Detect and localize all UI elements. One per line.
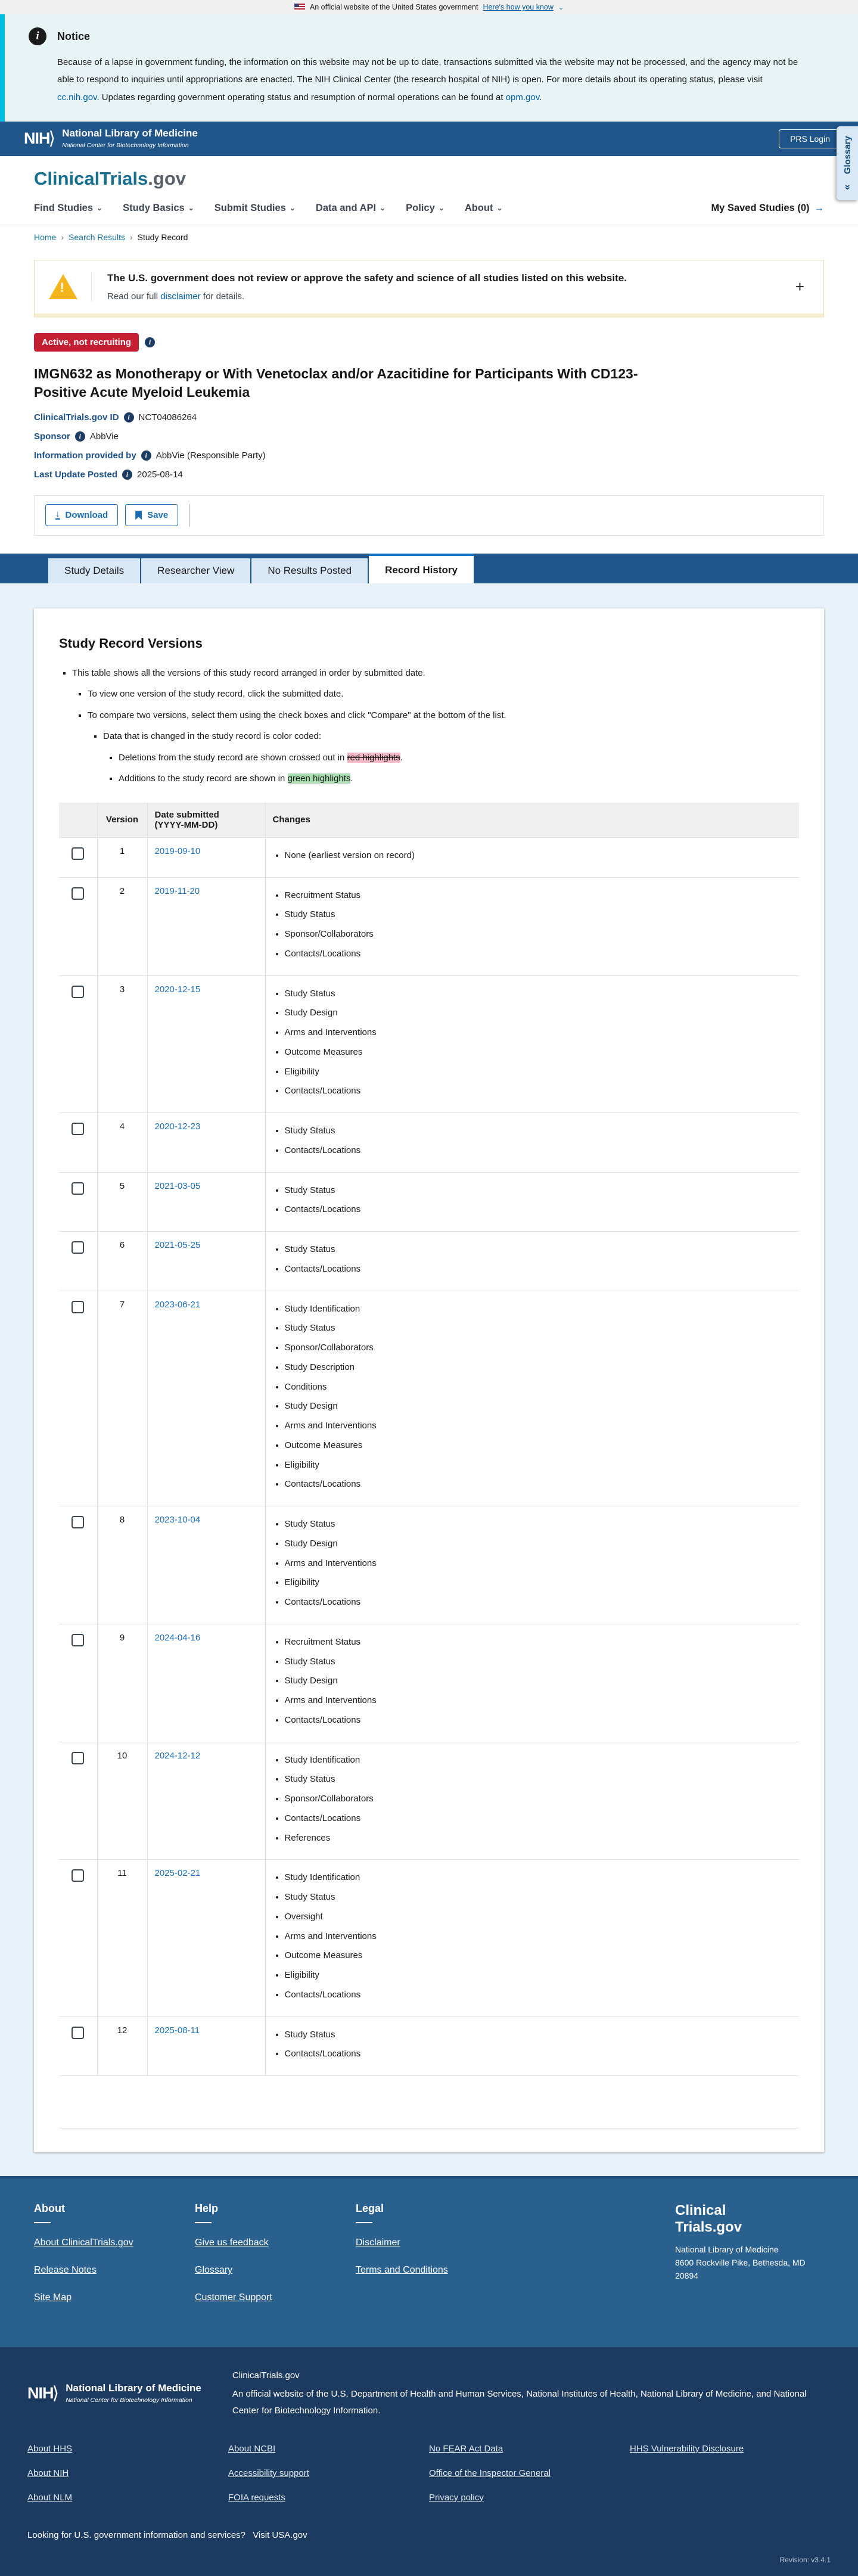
change-item: • Study Identification	[285, 1871, 792, 1884]
version-number: 2	[97, 877, 147, 975]
change-item: • Study Identification	[285, 1754, 792, 1767]
changes-list	[273, 1124, 792, 1157]
meta-label: Last Update Posted	[34, 469, 118, 480]
footer-link-section	[0, 2176, 858, 2347]
government-disclaimer-card	[34, 260, 824, 318]
footer-grid-link[interactable]: Accessibility support	[228, 2468, 309, 2478]
footer-grid-column	[27, 2444, 228, 2517]
chevron-down-icon: ⌄	[438, 204, 444, 213]
version-number: 10	[97, 1742, 147, 1860]
nav-label: Data and API	[315, 202, 377, 213]
footer-link[interactable]: Terms and Conditions	[356, 2265, 448, 2276]
meta-label: Sponsor	[34, 431, 70, 442]
version-date-link[interactable]: 2025-02-21	[154, 1868, 201, 1879]
version-checkbox[interactable]	[72, 1241, 84, 1254]
record-history-panel	[0, 583, 858, 2176]
version-date-link[interactable]: 2024-12-12	[154, 1750, 201, 1761]
nih-link[interactable]: National Institutes of Health	[526, 2388, 636, 2399]
version-date-link[interactable]: 2021-03-05	[154, 1180, 201, 1191]
version-checkbox[interactable]	[72, 1634, 84, 1646]
meta-row-last-update-posted	[34, 470, 824, 480]
changes-list	[273, 1243, 792, 1276]
version-checkbox[interactable]	[72, 1123, 84, 1135]
breadcrumb-current: Study Record	[137, 232, 188, 242]
status-info-icon[interactable]: i	[145, 337, 155, 347]
intro-bullet-additions: ▪ Additions to the study record are shown in green highlights.	[119, 772, 799, 786]
version-date-link[interactable]: 2019-11-20	[154, 885, 200, 896]
change-item: • Study Design	[285, 1537, 792, 1550]
footer-agency-text: ClinicalTrials.gov An official website of the U.S. Department of Health and Human Services, National Institutes of Health, National Library of Medicine, and National Center for Biotechnology Information.	[232, 2367, 831, 2420]
expand-disclaimer-button[interactable]: +	[791, 278, 809, 296]
change-item: • Contacts/Locations	[285, 1085, 792, 1098]
footer-column-heading: Legal	[356, 2202, 384, 2215]
version-row	[59, 877, 799, 975]
change-item: • None (earliest version on record)	[285, 849, 792, 862]
download-button[interactable]	[45, 504, 118, 526]
chevron-down-icon: ⌄	[289, 204, 296, 213]
heading-underline	[195, 2222, 212, 2223]
footer-column-heading: About	[34, 2202, 65, 2215]
version-row	[59, 1291, 799, 1506]
version-checkbox[interactable]	[72, 1516, 84, 1528]
versions-heading: Study Record Versions	[59, 635, 203, 651]
change-item: • Study Design	[285, 1006, 792, 1020]
change-item: • Study Status	[285, 1655, 792, 1668]
change-item: • Conditions	[285, 1381, 792, 1394]
notice-text-2: . Updates regarding government operating status and resumption of normal operations can be found at	[97, 92, 506, 102]
change-item: • Study Status	[285, 1124, 792, 1138]
change-item: • Eligibility	[285, 1459, 792, 1472]
disclaimer-pre: Read our full	[107, 291, 161, 302]
change-item: • Contacts/Locations	[285, 1263, 792, 1276]
tab-study-details[interactable]: Study Details	[48, 558, 140, 583]
change-item: • Eligibility	[285, 1065, 792, 1079]
notice-text-3: .	[539, 92, 542, 102]
gov-banner-text: An official website of the United States government	[309, 3, 478, 11]
change-item: • Study Status	[285, 1322, 792, 1335]
recruitment-status-badge: Active, not recruiting	[34, 333, 139, 352]
breadcrumb	[34, 225, 824, 250]
footer-link[interactable]: Glossary	[195, 2265, 233, 2276]
green-highlight-example: green highlights	[287, 773, 351, 784]
version-row	[59, 1232, 799, 1291]
change-item: • Study Status	[285, 1773, 792, 1786]
version-row	[59, 1113, 799, 1173]
change-item: • Study Status	[285, 1243, 792, 1256]
footer-grid-link[interactable]: Office of the Inspector General	[429, 2468, 551, 2478]
change-item: • Contacts/Locations	[285, 1812, 792, 1825]
change-item: • Arms and Interventions	[285, 1930, 792, 1943]
version-date-link[interactable]: 2020-12-23	[154, 1121, 201, 1132]
changes-list	[273, 889, 792, 961]
nav-item-about[interactable]	[465, 203, 503, 214]
cc-nih-gov-link[interactable]: cc.nih.gov	[57, 92, 97, 102]
changes-list	[273, 1518, 792, 1609]
intro-bullet-4: ▪ Data that is changed in the study record is color coded: ▪ Deletions from the study record are shown crossed out in red highlights. ▪ Additions to the study record are shown in green highlights.	[103, 730, 799, 786]
breadcrumb-separator: ›	[129, 232, 133, 242]
version-checkbox[interactable]	[72, 1182, 84, 1195]
footer-link[interactable]: Customer Support	[195, 2292, 272, 2303]
footer-link[interactable]: Give us feedback	[195, 2238, 269, 2248]
nih-logo: NIH ⟩	[27, 2384, 59, 2404]
meta-value: AbbVie	[89, 431, 119, 442]
footer-address: National Library of Medicine 8600 Rockville Pike, Bethesda, MD 20894	[675, 2245, 806, 2280]
nih-logo-arrow: ⟩	[48, 129, 55, 149]
version-checkbox[interactable]	[72, 847, 84, 860]
changes-list	[273, 1184, 792, 1217]
footer-brand-block	[675, 2202, 824, 2320]
version-number: 4	[97, 1113, 147, 1173]
version-row	[59, 2016, 799, 2076]
study-meta-list	[34, 412, 824, 480]
footer-grid-column	[228, 2444, 429, 2517]
version-checkbox[interactable]	[72, 1301, 84, 1313]
nav-label: Policy	[406, 202, 435, 213]
header-changes: Changes	[265, 803, 799, 838]
change-item: • Contacts/Locations	[285, 1203, 792, 1216]
version-row	[59, 975, 799, 1113]
version-date-link[interactable]: 2023-10-04	[154, 1515, 201, 1525]
change-item: • Outcome Measures	[285, 1949, 792, 1962]
disclaimer-heading: The U.S. government does not review or approve the safety and science of all studies listed on this website.	[107, 272, 627, 284]
meta-info-icon[interactable]: i	[124, 412, 134, 422]
header-version: Version	[97, 803, 147, 838]
logo-main: ClinicalTrials	[34, 167, 148, 189]
footer-grid-link[interactable]: No FEAR Act Data	[429, 2443, 503, 2454]
clinicaltrials-logo	[34, 168, 824, 189]
change-item: • Study Status	[285, 987, 792, 1000]
change-item: • Recruitment Status	[285, 889, 792, 902]
revision-label: Revision: v3.4.1	[779, 2555, 831, 2564]
action-bar	[34, 495, 824, 536]
change-item: • Study Design	[285, 1400, 792, 1413]
nav-label: Study Basics	[123, 202, 185, 213]
meta-row-information-provided-by	[34, 450, 824, 461]
footer-link[interactable]: Release Notes	[34, 2265, 97, 2276]
version-checkbox[interactable]	[72, 1752, 84, 1764]
meta-value: 2025-08-14	[137, 469, 183, 480]
heading-underline	[356, 2222, 372, 2223]
table-footer-spacer	[59, 2076, 799, 2128]
breadcrumb-search-results-link[interactable]: Search Results	[69, 232, 125, 242]
glossary-side-tab[interactable]	[837, 126, 858, 200]
intro-bullet-3: ▪ To compare two versions, select them using the check boxes and click "Compare" at the bottom of the list. ▪ Data that is changed in the study record is color coded: ▪ Deletions from the study record are shown crossed out in red highlights. ▪ Additions to the study record are shown in green highlights.	[88, 709, 799, 786]
footer-grid-link[interactable]: About HHS	[27, 2443, 73, 2454]
version-row	[59, 1506, 799, 1624]
version-number: 3	[97, 975, 147, 1113]
site-header	[0, 156, 858, 250]
saved-label: My Saved Studies (0)	[711, 202, 810, 213]
tab-record-history[interactable]: Record History	[369, 554, 474, 583]
change-item: • Study Status	[285, 1518, 792, 1531]
footer-column-help	[195, 2202, 356, 2320]
nav-item-policy[interactable]	[406, 203, 444, 214]
version-row	[59, 837, 799, 877]
download-label: Download	[65, 510, 108, 521]
notice-title: Notice	[57, 30, 91, 42]
save-label: Save	[147, 510, 169, 521]
change-item: • Contacts/Locations	[285, 2047, 792, 2061]
footer-link[interactable]: Site Map	[34, 2292, 72, 2303]
version-number: 5	[97, 1172, 147, 1232]
disclaimer-sub	[107, 291, 791, 302]
footer-site-name: ClinicalTrials.gov	[232, 2370, 300, 2381]
version-date-link[interactable]: 2024-04-16	[154, 1632, 201, 1643]
nav-item-find-studies[interactable]	[34, 203, 102, 214]
chevron-down-icon: ⌄	[97, 204, 103, 213]
footer-link[interactable]: Disclaimer	[356, 2238, 400, 2248]
version-number: 12	[97, 2016, 147, 2076]
change-item: • Recruitment Status	[285, 1636, 792, 1649]
meta-info-icon[interactable]: i	[75, 431, 85, 442]
chevron-down-icon: ⌄	[380, 204, 386, 213]
tab-researcher-view[interactable]: Researcher View	[141, 558, 250, 583]
footer-grid-link[interactable]: About NIH	[27, 2468, 69, 2478]
meta-row-sponsor	[34, 431, 824, 442]
us-flag-icon	[294, 4, 305, 11]
change-item: • Contacts/Locations	[285, 947, 792, 961]
nav-label: Find Studies	[34, 202, 93, 213]
nih-logo-arrow: ⟩	[52, 2384, 59, 2404]
footer-nlm-name: National Library of Medicine	[66, 2382, 201, 2394]
my-saved-studies-link[interactable]	[711, 203, 824, 214]
save-button[interactable]	[125, 504, 178, 526]
change-item: • Eligibility	[285, 1576, 792, 1589]
nav-item-submit-studies[interactable]	[214, 203, 296, 214]
arrow-right-icon: →	[814, 202, 824, 213]
version-number: 1	[97, 837, 147, 877]
nlm-brand: National Library of Medicine	[62, 127, 198, 139]
warning-icon-box	[35, 272, 92, 302]
version-checkbox[interactable]	[72, 887, 84, 900]
footer-column-heading: Help	[195, 2202, 219, 2215]
versions-table-header-row	[59, 803, 799, 838]
version-row	[59, 1172, 799, 1232]
footer-grid-column	[429, 2444, 630, 2517]
glossary-tab-label: Glossary	[842, 136, 853, 175]
version-date-link[interactable]: 2020-12-15	[154, 984, 201, 995]
usa-gov-text: Looking for U.S. government information and services?	[27, 2530, 246, 2540]
hhs-link[interactable]: U.S. Department of Health and Human Services	[331, 2388, 521, 2399]
version-date-link[interactable]: 2019-09-10	[154, 846, 201, 856]
change-item: • Sponsor/Collaborators	[285, 1792, 792, 1806]
footer-link[interactable]: About ClinicalTrials.gov	[34, 2238, 133, 2248]
version-number: 6	[97, 1232, 147, 1291]
change-item: • Study Status	[285, 908, 792, 921]
version-row	[59, 1860, 799, 2016]
version-date-link[interactable]: 2023-06-21	[154, 1299, 201, 1310]
change-item: • Contacts/Locations	[285, 1988, 792, 2002]
footer-grid-link[interactable]: HHS Vulnerability Disclosure	[630, 2443, 744, 2454]
chevron-down-icon: ⌄	[188, 204, 194, 213]
version-checkbox[interactable]	[72, 1869, 84, 1882]
version-number: 11	[97, 1860, 147, 2016]
change-item: • Oversight	[285, 1910, 792, 1924]
nlm-link[interactable]: National Library of Medicine	[640, 2388, 751, 2399]
change-item: • Study Design	[285, 1674, 792, 1688]
footer-usa-gov-line	[27, 2530, 831, 2540]
change-item: • Contacts/Locations	[285, 1144, 792, 1157]
footer-nlm-brand	[27, 2367, 201, 2420]
meta-info-icon[interactable]: i	[141, 450, 151, 461]
change-item: • References	[285, 1832, 792, 1845]
meta-value: NCT04086264	[138, 412, 197, 422]
study-record-versions-card	[34, 608, 824, 2152]
footer-column-about	[34, 2202, 195, 2320]
intro-bullet-2: ▪ To view one version of the study record, click the submitted date.	[88, 688, 799, 701]
study-title: IMGN632 as Monotherapy or With Venetoclax and/or Azacitidine for Participants With CD123-Positive Acute Myeloid Leukemia	[34, 365, 638, 400]
change-item: • Study Identification	[285, 1303, 792, 1316]
change-item: • Arms and Interventions	[285, 1694, 792, 1707]
disclaimer-post: for details.	[200, 291, 245, 302]
change-item: • Arms and Interventions	[285, 1026, 792, 1039]
breadcrumb-separator: ›	[61, 232, 64, 242]
nlm-header	[0, 122, 858, 156]
notice-banner	[0, 14, 858, 122]
change-item: • Contacts/Locations	[285, 1714, 792, 1727]
opm-gov-link[interactable]: opm.gov	[505, 92, 540, 102]
ncbi-link[interactable]: National Center for Biotechnology Information	[232, 2388, 807, 2416]
footer-clinicaltrials-logo: Clinical Trials.gov	[675, 2202, 742, 2235]
footer-grid-link[interactable]: FOIA requests	[228, 2492, 285, 2503]
red-highlight-example: red highlights	[347, 752, 400, 763]
versions-intro	[59, 667, 799, 786]
footer-government-section	[0, 2347, 858, 2576]
breadcrumb-home-link[interactable]: Home	[34, 232, 57, 242]
record-tab-bar	[0, 554, 858, 583]
change-item: • Outcome Measures	[285, 1439, 792, 1452]
change-item: • Contacts/Locations	[285, 1596, 792, 1609]
change-item: • Arms and Interventions	[285, 1419, 792, 1433]
notice-text	[57, 54, 804, 106]
footer-nlm-sub: National Center for Biotechnology Information	[66, 2396, 192, 2404]
intro-bullet-1: ▪ This table shows all the versions of this study record arranged in order by submitted date. ▪ To view one version of the study record, click the submitted date. ▪ To compare two versions, select them using the check boxes and click "Compare" at the bottom of the list. ▪ Data that is changed in the study record is color coded: ▪ Deletions from the study record are shown crossed out in red highlights. ▪ Additions to the study record are shown in green highlights.	[72, 667, 799, 786]
changes-list	[273, 1636, 792, 1727]
warning-icon	[49, 274, 77, 299]
header-checkbox-column	[59, 803, 97, 838]
versions-table-body	[59, 837, 799, 2075]
change-item: • Outcome Measures	[285, 1046, 792, 1059]
bookmark-icon	[135, 511, 142, 520]
change-item: • Sponsor/Collaborators	[285, 928, 792, 941]
logo-suffix: .gov	[148, 167, 186, 189]
version-row	[59, 1624, 799, 1742]
footer-grid-link[interactable]: About NLM	[27, 2492, 73, 2503]
changes-list	[273, 987, 792, 1098]
heres-how-you-know-link[interactable]: Here's how you know	[483, 3, 554, 11]
change-item: • Eligibility	[285, 1969, 792, 1982]
nav-item-study-basics[interactable]	[123, 203, 194, 214]
version-checkbox[interactable]	[72, 986, 84, 998]
status-row	[34, 333, 824, 352]
meta-label: Information provided by	[34, 450, 136, 461]
version-date-link[interactable]: 2021-05-25	[154, 1240, 201, 1251]
version-number: 9	[97, 1624, 147, 1742]
changes-list	[273, 1303, 792, 1491]
collapse-chevron-icon: «	[841, 184, 853, 190]
main-nav	[34, 203, 503, 214]
version-number: 8	[97, 1506, 147, 1624]
intro-bullet-deletions: ▪ Deletions from the study record are shown crossed out in red highlights.	[119, 751, 799, 765]
nih-logo-text: NIH	[24, 129, 50, 148]
change-item: • Study Status	[285, 1891, 792, 1904]
change-item: • Study Status	[285, 1184, 792, 1197]
notice-text-1: Because of a lapse in government funding, the information on this website may not be up to date, transactions submitted via the website may not be processed, and the agency may not be able to respond to inquiries until appropriations are enacted. The NIH Clinical Center (the research hospital of NIH) is open. For more details about its operating status, please visit	[57, 57, 798, 85]
nlm-sub-brand: National Center for Biotechnology Information	[62, 141, 189, 149]
header-date-submitted: Date submitted (YYYY-MM-DD)	[147, 803, 265, 838]
tab-no-results-posted[interactable]: No Results Posted	[251, 558, 368, 583]
nav-label: About	[464, 202, 493, 213]
heading-underline	[34, 2222, 51, 2223]
footer-links-grid	[27, 2444, 831, 2517]
download-icon: ↓	[55, 509, 60, 520]
footer-column-legal	[356, 2202, 517, 2320]
change-item: • Study Description	[285, 1361, 792, 1374]
versions-table	[59, 803, 799, 2128]
change-item: • Arms and Interventions	[285, 1557, 792, 1570]
version-number: 7	[97, 1291, 147, 1506]
changes-list	[273, 2028, 792, 2061]
changes-list	[273, 1754, 792, 1845]
change-item: • Sponsor/Collaborators	[285, 1341, 792, 1354]
chevron-down-icon: ⌄	[558, 4, 564, 11]
footer-grid-link[interactable]: About NCBI	[228, 2443, 276, 2454]
change-item: • Contacts/Locations	[285, 1478, 792, 1491]
disclaimer-link[interactable]: disclaimer	[160, 291, 201, 302]
meta-row-nct-id	[34, 412, 824, 422]
gov-banner	[0, 0, 858, 14]
meta-info-icon[interactable]: i	[122, 470, 132, 480]
meta-label: ClinicalTrials.gov ID	[34, 412, 119, 422]
prs-login-button[interactable]: PRS Login	[779, 129, 841, 148]
nih-logo	[24, 128, 55, 149]
nav-item-data-and-api[interactable]	[316, 203, 386, 214]
version-checkbox[interactable]	[72, 2027, 84, 2039]
version-date-link[interactable]: 2025-08-11	[154, 2025, 200, 2036]
footer-grid-link[interactable]: Privacy policy	[429, 2492, 484, 2503]
change-item: • Study Status	[285, 2028, 792, 2041]
meta-value: AbbVie (Responsible Party)	[156, 450, 266, 461]
footer-grid-column	[630, 2444, 831, 2517]
nav-label: Submit Studies	[214, 202, 286, 213]
changes-list	[273, 1871, 792, 2001]
chevron-down-icon: ⌄	[496, 204, 503, 213]
visit-usa-gov-link[interactable]: Visit USA.gov	[253, 2530, 307, 2540]
version-row	[59, 1742, 799, 1860]
changes-list	[273, 849, 792, 862]
info-icon: i	[29, 27, 46, 45]
